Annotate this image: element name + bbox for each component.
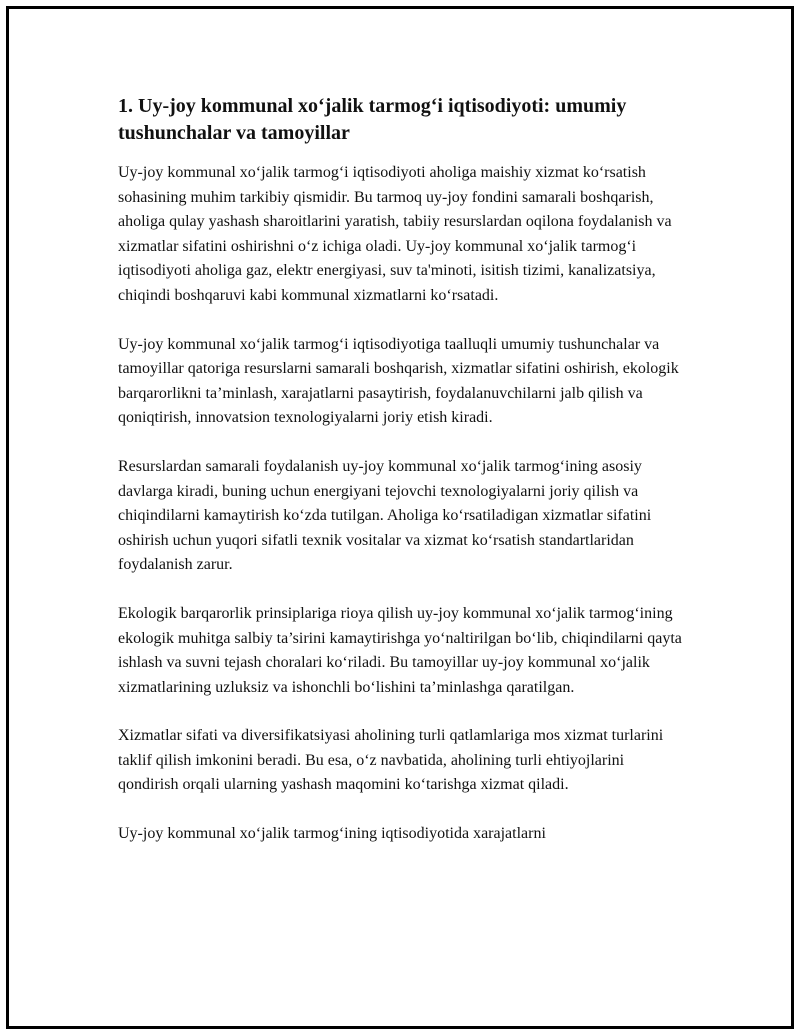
section-heading: 1. Uy-joy kommunal xo‘jalik tarmog‘i iqtisodiyoti: umumiy tushunchalar va tamoyillar bbox=[118, 95, 627, 144]
paragraph: Resurslardan samarali foydalanish uy-joy kommunal xo‘jalik tarmog‘ining asosiy davlarga kiradi, buning uchun energiyani tejovchi texnologiyalarni joriy qilish va chiqindilarni kamaytirish ko‘zda tutilgan. Aholiga ko‘rsatiladigan xizmatlar sifatini oshirish uchun yuqori sifatli texnik vositalar va xizmat ko‘rsatish standartlaridan foydalanish zarur. bbox=[118, 457, 652, 574]
paragraph: Uy-joy kommunal xo‘jalik tarmog‘i iqtisodiyotiga taalluqli umumiy tushunchalar va tamoyillar qatoriga resurslarni samarali boshqarish, xizmatlar sifatini oshirish, ekologik barqarorlikni ta’minlash, xarajatlarni pasaytirish, foydalanuvchilarni jalb qilish va qoniqtirish, innovatsion texnologiyalarni joriy etish kiradi. bbox=[118, 335, 679, 427]
paragraph: Uy-joy kommunal xo‘jalik tarmog‘i iqtisodiyoti aholiga maishiy xizmat ko‘rsatish sohasining muhim tarkibiy qismidir. Bu tarmoq uy-joy fondini samarali boshqarish, aholiga qulay yashash sharoitlarini yaratish, tabiiy resurslardan oqilona foydalanish va xizmatlar sifatini oshirishni o‘z ichiga oladi. Uy-joy kommunal xo‘jalik tarmog‘i iqtisodiyoti aholiga gaz, elektr energiyasi, suv ta'minoti, isitish tizimi, kanalizatsiya, chiqindi boshqaruvi kabi kommunal xizmatlarni ko‘rsatadi. bbox=[118, 164, 672, 304]
paragraph: Ekologik barqarorlik prinsiplariga rioya qilish uy-joy kommunal xo‘jalik tarmog‘ining ekologik muhitga salbiy ta’sirini kamaytirishga yo‘naltirilgan bo‘lib, chiqindilarni qayta ishlash va suvni tejash choralari ko‘riladi. Bu tamoyillar uy-joy kommunal xo‘jalik xizmatlarining uzluksiz va ishonchli bo‘lishini ta’minlashga qaratilgan. bbox=[118, 604, 682, 696]
paragraph: Xizmatlar sifati va diversifikatsiyasi aholining turli qatlamlariga mos xizmat turlarini taklif qilish imkonini beradi. Bu esa, o‘z navbatida, aholining turli ehtiyojlarini qondirish orqali ularning yashash maqomini ko‘tarishga xizmat qiladi. bbox=[118, 727, 664, 794]
paragraph: Uy-joy kommunal xo‘jalik tarmog‘ining iqtisodiyotida xarajatlarni bbox=[118, 825, 546, 843]
document-body bbox=[118, 93, 688, 871]
